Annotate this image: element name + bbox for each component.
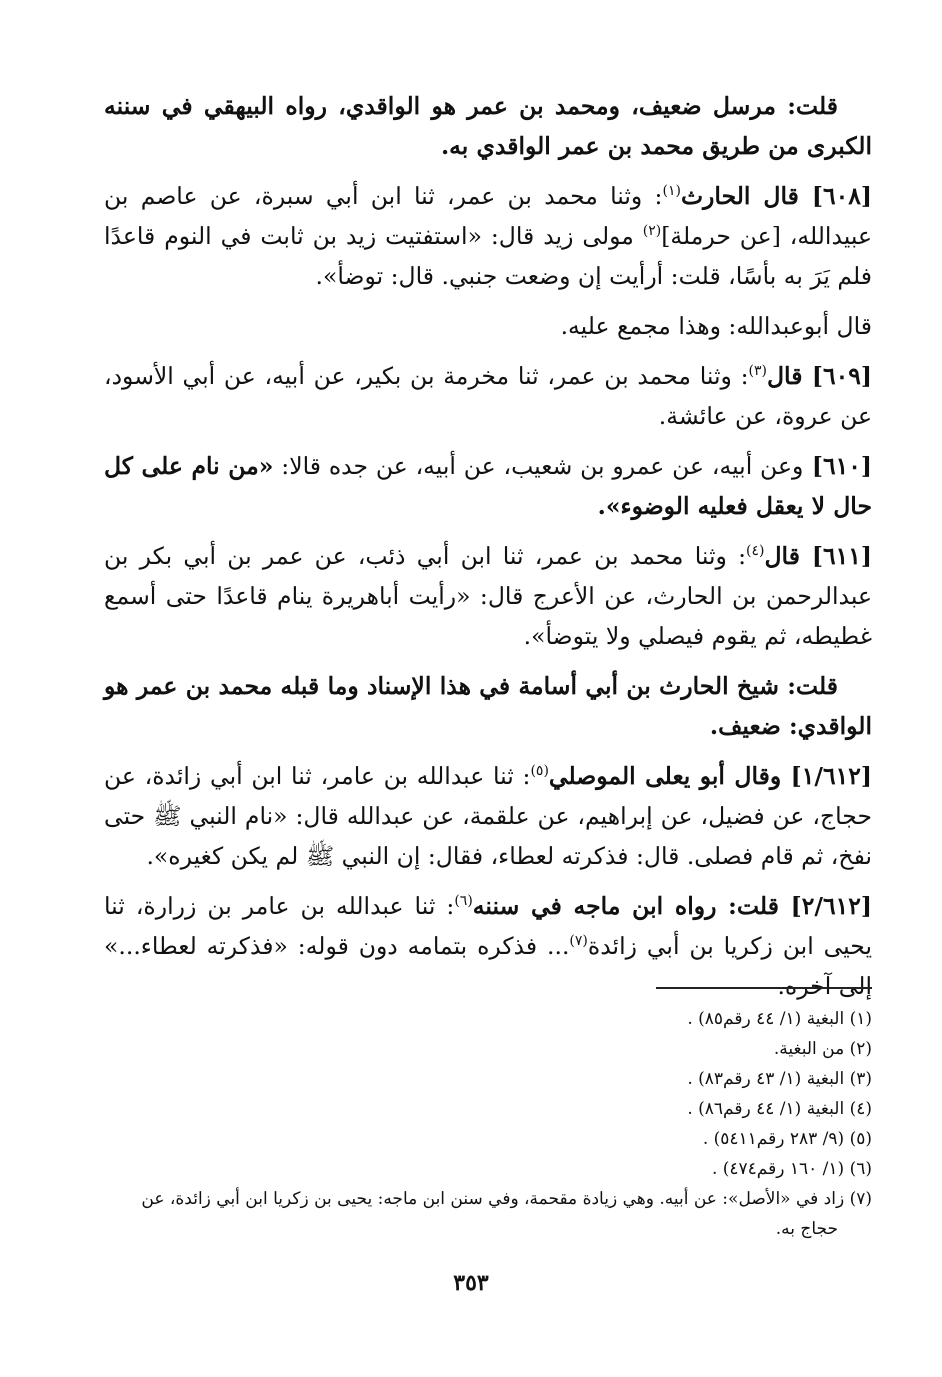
hadith-text: : وثنا محمد بن عمر، ثنا مخرمة بن بكير، عن أبيه، عن أبي الأسود، عن عروة، عن عائشة. <box>104 362 872 430</box>
paragraph-comment <box>104 306 872 346</box>
narrator-lead: قال <box>766 362 803 390</box>
comment-text: قال أبوعبدالله: وهذا مجمع عليه. <box>560 312 872 340</box>
hadith-text: : ثنا عبدالله بن عامر بن زرارة، ثنا يحيى ابن زكريا بن أبي زائدة <box>104 892 872 960</box>
note-text: مرسل ضعيف، ومحمد بن عمر هو الواقدي، رواه البيهقي في سننه الكبرى من طريق محمد بن عمر الواقدي به. <box>104 92 872 160</box>
paragraph-612-1 <box>104 756 872 876</box>
note-lead: قلت: <box>778 672 838 700</box>
paragraph-610 <box>104 446 872 526</box>
hadith-text: وعن أبيه، عن عمرو بن شعيب، عن أبيه، عن جده قالا: <box>273 452 804 480</box>
footnote-item: (٦) (١/ ١٦٠ رقم٤٧٤) . <box>711 1159 872 1179</box>
page-body <box>104 86 872 1016</box>
narrator-lead: قلت: رواه ابن ماجه في سننه <box>472 892 779 920</box>
hadith-text: مولى زيد قال: «استفتيت زيد بن ثابت في النوم قاعدًا فلم يَرَ به بأسًا، قلت: أرأيت إن وضعت جنبي. قال: توضأ». <box>104 222 872 290</box>
note-text: شيخ الحارث بن أبي أسامة في هذا الإسناد وما قبله محمد بن عمر هو الواقدي: ضعيف. <box>104 672 872 740</box>
note-lead: قلت: <box>775 92 838 120</box>
footnotes <box>104 1004 872 1244</box>
narrator-lead: قال <box>764 542 800 570</box>
footnote-item: (٤) البغية (١/ ٤٤ رقم٨٦) . <box>687 1099 872 1119</box>
paragraph-609 <box>104 356 872 436</box>
footnote-ref[interactable]: (٤) <box>746 543 765 560</box>
hadith-text: : وثنا محمد بن عمر، ثنا ابن أبي سبرة، عن عاصم بن عبيدالله، [عن حرملة] <box>104 182 872 250</box>
footnote-ref[interactable]: (٢) <box>642 223 662 240</box>
footnote-ref[interactable]: (١) <box>662 183 681 200</box>
hadith-number: [٦٠٩] <box>802 362 872 390</box>
footnote-item: (١) البغية (١/ ٤٤ رقم٨٥) . <box>687 1009 872 1029</box>
footnote-item: (٣) البغية (١/ ٤٣ رقم٨٣) . <box>687 1069 872 1089</box>
hadith-text: : ثنا عبدالله بن عامر، ثنا ابن أبي زائدة، عن حجاج، عن فضيل، عن إبراهيم، عن علقمة، عن عبدالله قال: «نام النبي ﷺ حتى نفخ، ثم قام فصلى. قال: فذكرته لعطاء، فقال: إن النبي ﷺ لم يكن كغيره». <box>104 762 872 870</box>
footnote-item: (٧) زاد في «الأصل»: عن أبيه. وهي زيادة مقحمة، وفي سنن ابن ماجه: يحيى بن زكريا ابن أبي زائدة، عن حجاج به. <box>141 1189 872 1239</box>
hadith-text: ... فذكره بتمامه دون قوله: «فذكرته لعطاء...» إلى آخره. <box>104 932 872 1000</box>
footnote-ref[interactable]: (٣) <box>748 363 767 380</box>
hadith-number: [٦١١] <box>799 542 872 570</box>
hadith-number: [١/٦١٢] <box>781 762 872 790</box>
hadith-number: [٢/٦١٢] <box>778 892 872 920</box>
footnote-item: (٥) (٩/ ٢٨٣ رقم٥٤١١) . <box>702 1129 872 1149</box>
footnote-ref[interactable]: (٥) <box>530 763 549 780</box>
hadith-number: [٦١٠] <box>803 452 872 480</box>
page-number: ٣٥٣ <box>453 1270 489 1296</box>
narrator-lead: قال الحارث <box>680 182 799 210</box>
paragraph-611 <box>104 536 872 656</box>
hadith-number: [٦٠٨] <box>798 182 872 210</box>
paragraph-608 <box>104 176 872 296</box>
narrator-lead: وقال أبو يعلى الموصلي <box>548 762 782 790</box>
paragraph-note-1 <box>104 86 872 166</box>
hadith-quote: «من نام على كل حال لا يعقل فعليه الوضوء». <box>104 452 872 520</box>
footnote-separator <box>656 987 872 989</box>
footnote-ref[interactable]: (٦) <box>454 893 473 910</box>
hadith-text: : وثنا محمد بن عمر، ثنا ابن أبي ذئب، عن عمر بن أبي بكر بن عبدالرحمن بن الحارث، عن الأعرج قال: «رأيت أباهريرة ينام قاعدًا حتى أسمع غطيطه، ثم يقوم فيصلي ولا يتوضأ». <box>104 542 872 650</box>
footnote-ref[interactable]: (٧) <box>569 933 588 950</box>
paragraph-note-2 <box>104 666 872 746</box>
footnote-item: (٢) من البغية. <box>773 1039 872 1059</box>
